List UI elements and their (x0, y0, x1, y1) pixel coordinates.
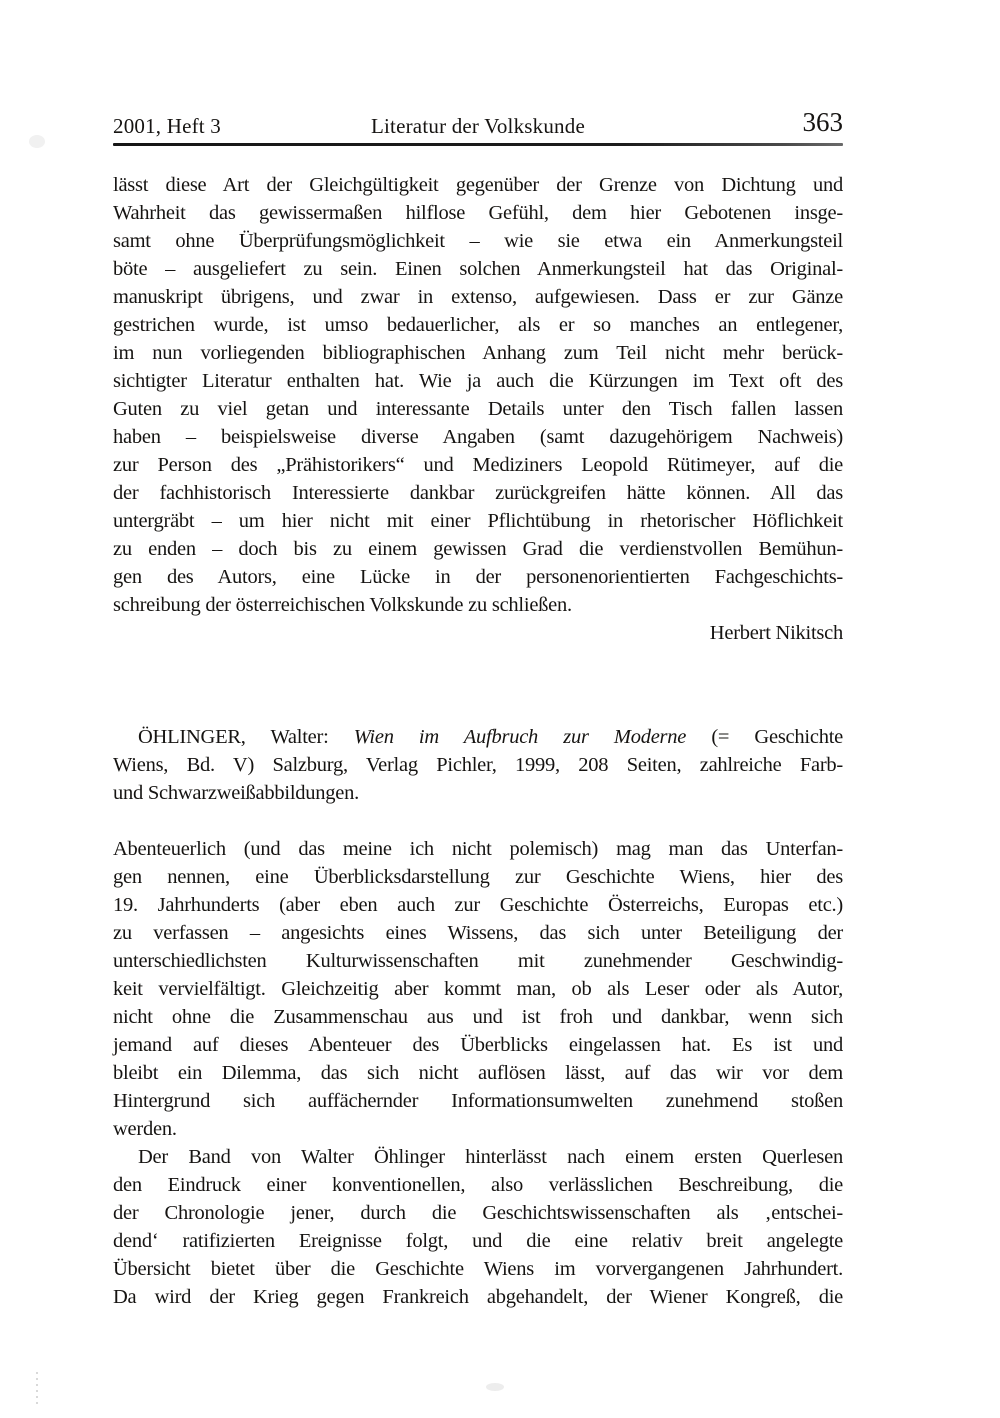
text-line: Da wird der Krieg gegen Frankreich abgehandelt, der Wiener Kongreß, die (113, 1286, 843, 1308)
text-line: Abenteuerlich (und das meine ich nicht polemisch) mag man das Unterfan- (113, 838, 843, 860)
text-line: unterschiedlichsten Kulturwissenschaften mit zunehmender Geschwindig- (113, 950, 843, 972)
text-line: Wahrheit das gewissermaßen hilflose Gefühl, dem hier Gebotenen insge- (113, 202, 843, 224)
text-line: manuskript übrigens, und zwar in extenso, aufgewiesen. Dass er zur Gänze (113, 286, 843, 308)
review-paragraph-abenteuerlich (113, 835, 843, 1143)
scan-artifact-dotted-line (36, 1372, 38, 1404)
header-page-number: 363 (802, 107, 843, 137)
review-paragraph-derband (113, 1143, 843, 1311)
text-line: nicht ohne die Zusammenschau aus und ist froh und dankbar, wenn sich (113, 1006, 843, 1028)
citation-line: und Schwarzweißabbildungen. (113, 782, 360, 804)
text-line: schreibung der österreichischen Volkskunde zu schließen. (113, 594, 572, 616)
text-line: Übersicht bietet über die Geschichte Wiens im vorvergangenen Jahrhundert. (113, 1258, 843, 1280)
citation-line: Wiens, Bd. V) Salzburg, Verlag Pichler, 1999, 208 Seiten, zahlreiche Farb- (113, 754, 843, 776)
citation-series: (= Geschichte (686, 726, 843, 748)
text-line: gen nennen, eine Überblicksdarstellung zur Geschichte Wiens, hier des (113, 866, 843, 888)
citation-author: ÖHLINGER, Walter: (138, 726, 354, 748)
scan-artifact-smudge (486, 1383, 504, 1391)
citation-line (113, 723, 843, 751)
text-line: werden. (113, 1118, 177, 1140)
text-line: jemand auf dieses Abenteuer des Überblicks eingelassen hat. Es ist und (113, 1034, 843, 1056)
text-line: gen des Autors, eine Lücke in der personenorientierten Fachgeschichts- (113, 566, 843, 588)
text-line: zu enden – doch bis zu einem gewissen Grad die verdienstvollen Bemühun- (113, 538, 843, 560)
text-line: der fachhistorisch Interessierte dankbar zurückgreifen hätte können. All das (113, 482, 843, 504)
book-citation (113, 723, 843, 807)
text-line: Guten zu viel getan und interessante Details unter den Tisch fallen lassen (113, 398, 843, 420)
text-line: Hintergrund sich auffächernder Informationsumwelten zunehmend stoßen (113, 1090, 843, 1112)
scan-artifact-smudge (29, 135, 45, 148)
text-line: lässt diese Art der Gleichgültigkeit gegenüber der Grenze von Dichtung und (113, 174, 843, 196)
page-header (113, 107, 843, 140)
text-line: zur Person des „Prähistorikers“ und Mediziners Leopold Rütimeyer, auf die (113, 454, 843, 476)
text-line: samt ohne Überprüfungsmöglichkeit – wie sie etwa ein Anmerkungsteil (113, 230, 843, 252)
text-line: böte – ausgeliefert zu sein. Einen solchen Anmerkungsteil hat das Original- (113, 258, 843, 280)
header-journal-title: Literatur der Volkskunde (371, 114, 585, 138)
text-line: keit vervielfältigt. Gleichzeitig aber kommt man, ob als Leser oder als Autor, (113, 978, 843, 1000)
text-line: den Eindruck einer konventionellen, also verlässlichen Beschreibung, die (113, 1174, 843, 1196)
text-line: der Chronologie jener, durch die Geschichtswissenschaften als ‚entschei- (113, 1202, 843, 1224)
text-line: Der Band von Walter Öhlinger hinterlässt nach einem ersten Querlesen (138, 1146, 843, 1168)
text-line: im nun vorliegenden bibliographischen Anhang zum Teil nicht mehr berück- (113, 342, 843, 364)
text-line: 19. Jahrhunderts (aber eben auch zur Geschichte Österreichs, Europas etc.) (113, 894, 843, 916)
text-line: haben – beispielsweise diverse Angaben (samt dazugehörigem Nachweis) (113, 426, 843, 448)
review-paragraph-nikitsch (113, 171, 843, 647)
text-line: sichtigter Literatur enthalten hat. Wie ja auch die Kürzungen im Text oft des (113, 370, 843, 392)
text-line: dend‘ ratifizierten Ereignisse folgt, und die eine relativ breit angelegte (113, 1230, 843, 1252)
text-line: untergräbt – um hier nicht mit einer Pflichtübung in rhetorischer Höflichkeit (113, 510, 843, 532)
header-issue: 2001, Heft 3 (113, 114, 221, 138)
book-title-italic: Wien im Aufbruch zur Moderne (353, 726, 687, 748)
header-rule (113, 143, 843, 146)
reviewer-signature: Herbert Nikitsch (709, 622, 843, 644)
text-line: gestrichen wurde, ist umso bedauerlicher, als er so manches an entlegener, (113, 314, 843, 336)
text-line: bleibt ein Dilemma, das sich nicht auflösen lässt, auf das wir vor dem (113, 1062, 843, 1084)
text-line: zu verfassen – angesichts eines Wissens, das sich unter Beteiligung der (113, 922, 843, 944)
